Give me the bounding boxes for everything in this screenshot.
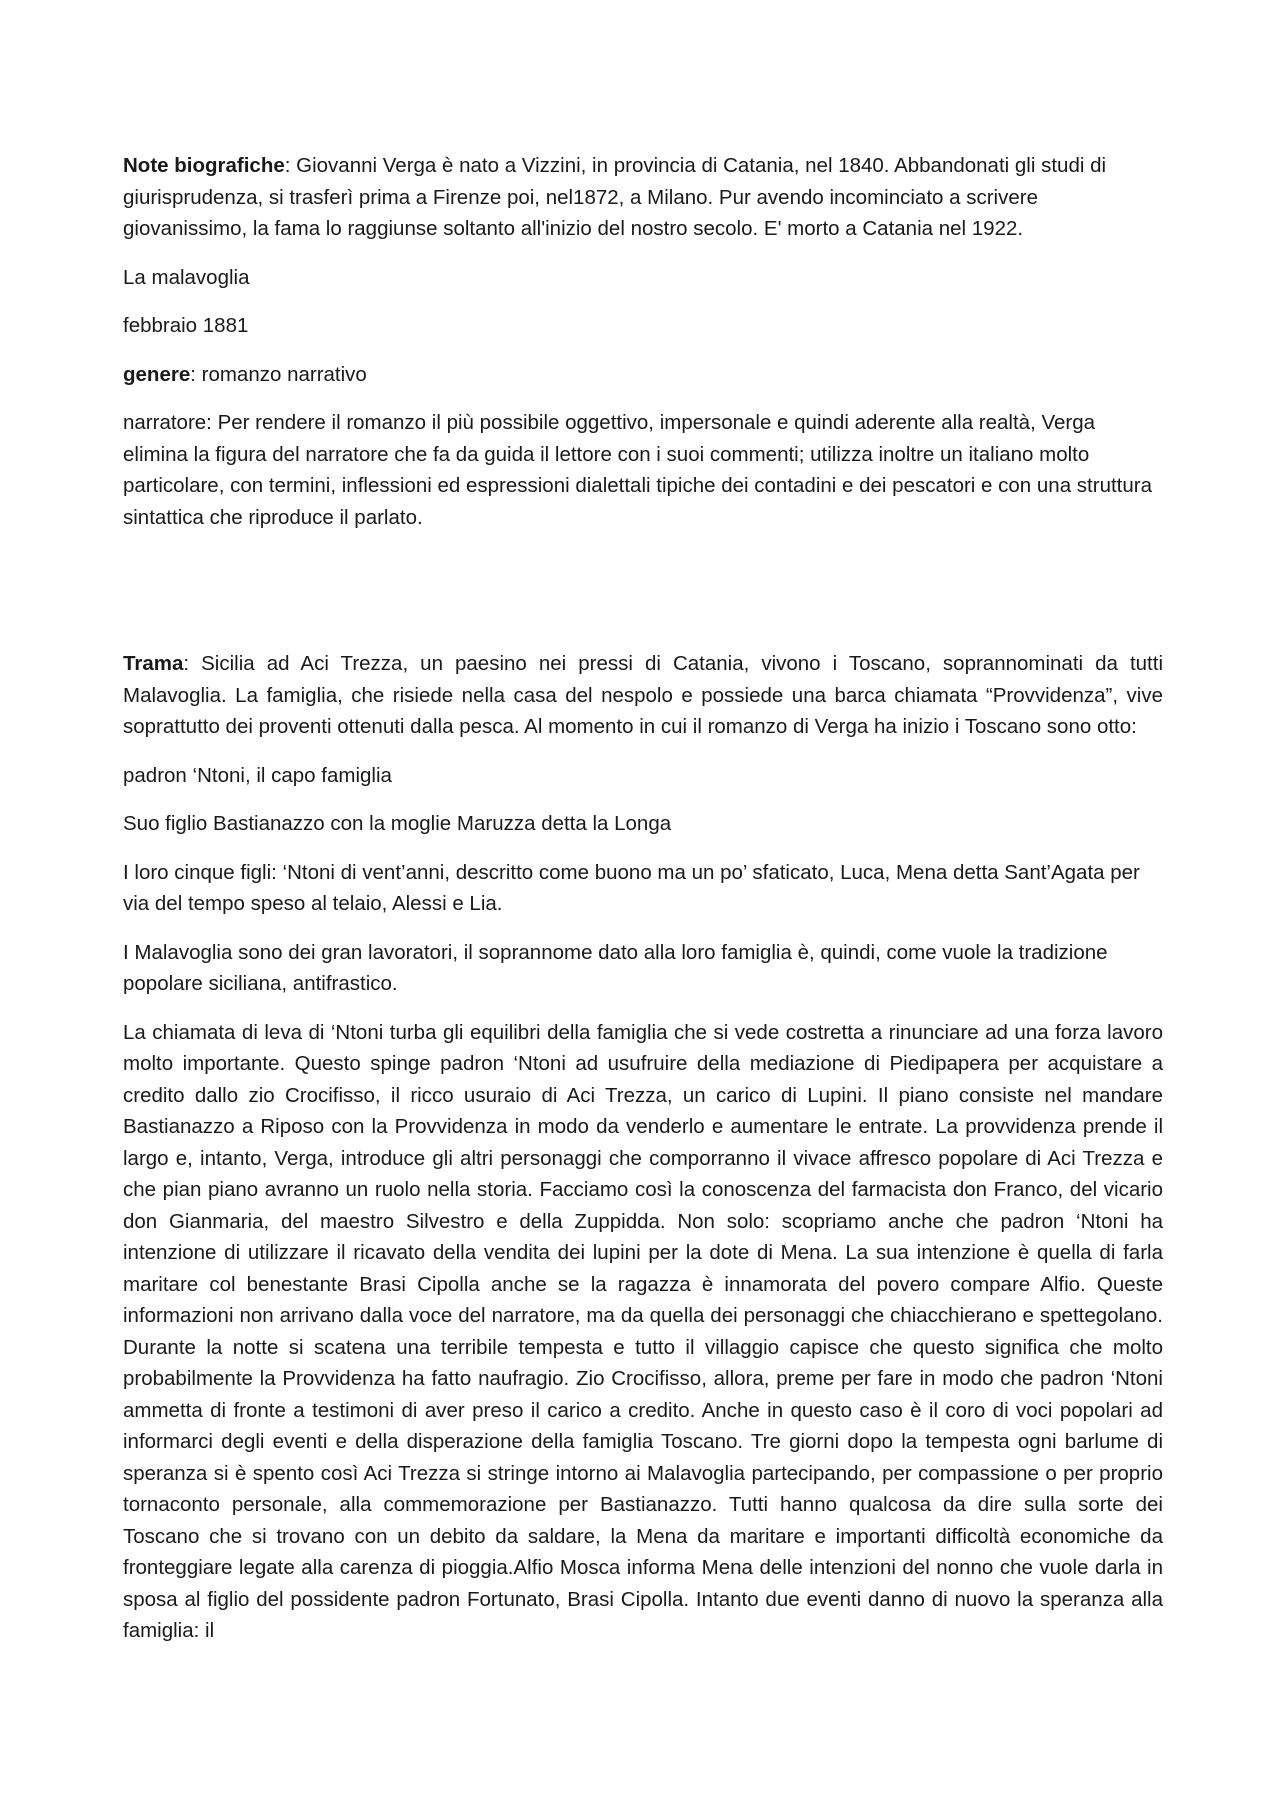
genre-paragraph: [123, 359, 1163, 391]
plot-intro-text: : Sicilia ad Aci Trezza, un paesino nei pressi di Catania, vivono i Toscano, soprannominati da tutti Malavoglia. La famiglia, che risiede nella casa del nespolo e possiede una barca chiamata “Provvidenza”, vive soprattutto dei proventi ottenuti dalla pesca. Al momento in cui il romanzo di Verga ha inizio i Toscano sono otto:: [123, 652, 1163, 738]
book-title: La malavoglia: [123, 265, 250, 289]
bio-text: : Giovanni Verga è nato a Vizzini, in provincia di Catania, nel 1840. Abbandonati gli studi di giurisprudenza, si trasferì prima a Firenze poi, nel1872, a Milano. Pur avendo incominciato a scrivere giovanissimo, la fama lo raggiunse soltanto all'inizio del nostro secolo. E' morto a Catania nel 1922.: [123, 154, 1107, 240]
genre-text: : romanzo narrativo: [190, 362, 367, 386]
document-body: [123, 150, 1163, 1664]
narrator-paragraph: narratore: Per rendere il romanzo il più possibile oggettivo, impersonale e quindi aderente alla realtà, Verga elimina la figura del narratore che fa da guida il lettore con i suoi commenti; utilizza inoltre un italiano molto particolare, con termini, inflessioni ed espressioni dialettali tipiche dei contadini e dei pescatori e con una struttura sintattica che riproduce il parlato.: [123, 411, 1152, 529]
family-member-item: padron ‘Ntoni, il capo famiglia: [123, 763, 392, 787]
bio-paragraph: [123, 150, 1163, 245]
story-paragraph: La chiamata di leva di ‘Ntoni turba gli equilibri della famiglia che si vede costretta a rinunciare ad una forza lavoro molto importante. Questo spinge padron ‘Ntoni ad usufruire della mediazione di Piedipapera per acquistare a credito dallo zio Crocifisso, il ricco usuraio di Aci Trezza, un carico di Lupini. Il piano consiste nel mandare Bastianazzo a Riposo con la Provvidenza in modo da venderlo e aumentare le entrate. La provvidenza prende il largo e, intanto, Verga, introduce gli altri personaggi che comporranno il vivace affresco popolare di Aci Trezza e che pian piano avranno un ruolo nella storia. Facciamo così la conoscenza del farmacista don Franco, del vicario don Gianmaria, del maestro Silvestro e della Zuppidda. Non solo: scopriamo anche che padron ‘Ntoni ha intenzione di utilizzare il ricavato della vendita dei lupini per la dote di Mena. La sua intenzione è quella di farla maritare col benestante Brasi Cipolla anche se la ragazza è innamorata del povero compare Alfio. Queste informazioni non arrivano dalla voce del narratore, ma da quella dei personaggi che chiacchierano e spettegolano. Durante la notte si scatena una terribile tempesta e tutto il villaggio capisce che questo significa che molto probabilmente la Provvidenza ha fatto naufragio. Zio Crocifisso, allora, preme per fare in modo che padron ‘Ntoni ammetta di fronte a testimoni di aver preso il carico a credito. Anche in questo caso è il coro di voci popolari ad informarci degli eventi e della disperazione della famiglia Toscano. Tre giorni dopo la tempesta ogni barlume di speranza si è spento così Aci Trezza si stringe intorno ai Malavoglia partecipando, per compassione o per proprio tornaconto personale, alla commemorazione per Bastianazzo. Tutti hanno qualcosa da dire sulla sorte dei Toscano che si trovano con un debito da saldare, la Mena da maritare e importanti difficoltà economiche da fronteggiare legate alla carenza di pioggia.Alfio Mosca informa Mena delle intenzioni del nonno che vuole darla in sposa al figlio del possidente padron Fortunato, Brasi Cipolla. Intanto due eventi danno di nuovo la speranza alla famiglia: il: [123, 1020, 1163, 1642]
family-member-item: I loro cinque figli: ‘Ntoni di vent’anni, descritto come buono ma un po’ sfaticato, Luca, Mena detta Sant’Agata per via del tempo speso al telaio, Alessi e Lia.: [123, 860, 1140, 915]
nickname-paragraph: I Malavoglia sono dei gran lavoratori, il soprannome dato alla loro famiglia è, quindi, come vuole la tradizione popolare siciliana, antifrastico.: [123, 940, 1108, 995]
plot-intro-paragraph: [123, 648, 1163, 743]
family-member-item: Suo figlio Bastianazzo con la moglie Maruzza detta la Longa: [123, 812, 672, 835]
genre-label: genere: [123, 362, 191, 386]
bio-label: Note biografiche: [123, 154, 285, 177]
plot-label: Trama: [123, 652, 184, 675]
section-gap: [123, 550, 1163, 648]
publication-date: febbraio 1881: [123, 314, 249, 337]
